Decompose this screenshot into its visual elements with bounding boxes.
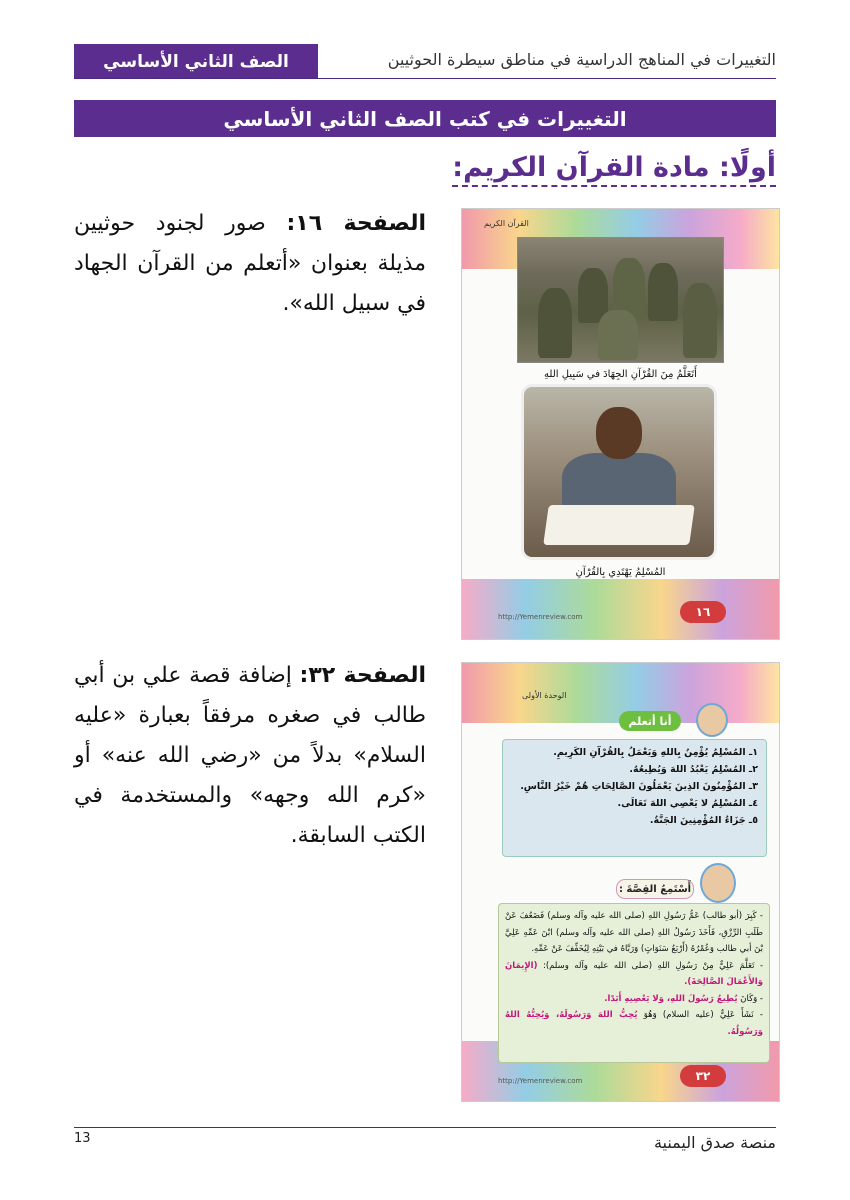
list-item: ٥ـ جَزَاءُ المُؤْمِنِينَ الجَنَّةُ. — [649, 815, 758, 826]
entry-description — [74, 204, 426, 324]
book-page-number: ١٦ — [680, 601, 726, 623]
i-learn-badge: أنا أتعلم — [619, 711, 681, 731]
running-header-title: التغييرات في المناهج الدراسية في مناطق سيطرة الحوثيين — [387, 50, 776, 69]
story-line: - كَبِرَ (أبو طالب) عَمُّ رَسُولِ اللهِ (صلى الله عليه وآله وسلم) فَضَعُفَ عَنْ طَلَبِ الرِّزْقِ، فَأَخَذَ رَسُولُ اللهِ (صلى الله عليه وآله وسلم) ابْنَ عَمِّهِ عَلِيَّ بْنَ أبي طالب وَعُمْرُهُ (أَرْبَعُ سَنَوَاتٍ) وَرَبَّاهُ في بَيْتِهِ لِيُخَفِّفَ عَنْ عَمِّهِ. — [505, 911, 763, 954]
photo-caption: المُسْلِمُ يَهْتَدِي بِالقُرْآنِ — [575, 567, 666, 578]
textbook-page-image — [461, 662, 780, 1102]
page-number: 13 — [74, 1131, 91, 1146]
lesson-points-box — [502, 739, 767, 857]
grade-badge: الصف الثاني الأساسي — [74, 44, 318, 79]
story-line: - نَشَأَ عَلِيٌّ (عليه السلام) وَهُوَ يُحِبُّ اللهَ وَرَسُولَهُ، وَيُحِبُّهُ اللهُ وَرَسُولُهُ. — [505, 1010, 763, 1037]
soldiers-photo — [517, 237, 724, 363]
entry-page-label: الصفحة ١٦: — [286, 211, 426, 236]
book-running-header: القرآن الكريم — [484, 219, 529, 228]
section-title-bar: التغييرات في كتب الصف الثاني الأساسي — [74, 100, 776, 137]
entry-description — [74, 656, 426, 856]
decorative-splash — [462, 579, 779, 639]
list-item: ٣ـ المُؤْمِنُونَ الذِينَ يَعْمَلُونَ الصَّالِحَاتِ هُمْ خَيْرُ النَّاسِ. — [520, 781, 758, 792]
story-line: - وَكَانَ يُطِيعُ رَسُولَ اللهِ، وَلا يَعْصِيهِ أَبَدًا. — [604, 993, 763, 1004]
boy-reading-quran-photo — [524, 387, 714, 557]
header-rule — [74, 78, 776, 79]
story-box — [498, 903, 770, 1063]
child-illustration — [696, 703, 728, 737]
entry-page-label: الصفحة ٣٢: — [299, 663, 427, 688]
book-running-header: الوحدة الأولى — [522, 691, 567, 700]
listen-story-badge: أَسْتَمِعُ القِصَّةَ : — [616, 879, 694, 899]
subject-title: أولًا: مادة القرآن الكريم: — [452, 152, 776, 187]
list-item: ٤ـ المُسْلِمُ لا يَعْصِي اللهَ تَعَالَى. — [617, 798, 758, 809]
footer-rule — [74, 1127, 776, 1128]
platform-name: منصة صدق اليمنية — [653, 1133, 776, 1152]
book-url: http://Yemenreview.com — [498, 1077, 583, 1085]
textbook-page-image — [461, 208, 780, 640]
story-line: - تَعَلَّمَ عَلِيٌّ مِنْ رَسُولِ اللهِ (صلى الله عليه وآله وسلم): (الإِيمَانَ وَالأَعْمَالَ الصَّالِحَةَ). — [505, 960, 764, 987]
list-item: ٢ـ المُسْلِمُ يَعْبُدُ اللهَ وَيُطِيعُهُ. — [629, 764, 758, 775]
child-illustration — [700, 863, 736, 903]
entry-text: صور لجنود حوثيين مذيلة بعنوان «أتعلم من القرآن الجهاد في سبيل الله». — [74, 211, 426, 316]
list-item: ١ـ المُسْلِمُ يُؤْمِنُ بِاللهِ وَيَعْمَلُ بِالقُرْآنِ الكَرِيمِ. — [553, 747, 758, 758]
photo-caption: أَتَعَلَّمُ مِنَ القُرْآنِ الجِهَادَ في سَبِيلِ اللهِ — [544, 369, 697, 380]
book-page-number: ٣٢ — [680, 1065, 726, 1087]
entry-text: إضافة قصة علي بن أبي طالب في صغره مرفقاً بعبارة «عليه السلام» بدلاً من «رضي الله عنه» أو «كرم الله وجهه» والمستخدمة في الكتب السابقة. — [74, 663, 426, 848]
book-url: http://Yemenreview.com — [498, 613, 583, 621]
